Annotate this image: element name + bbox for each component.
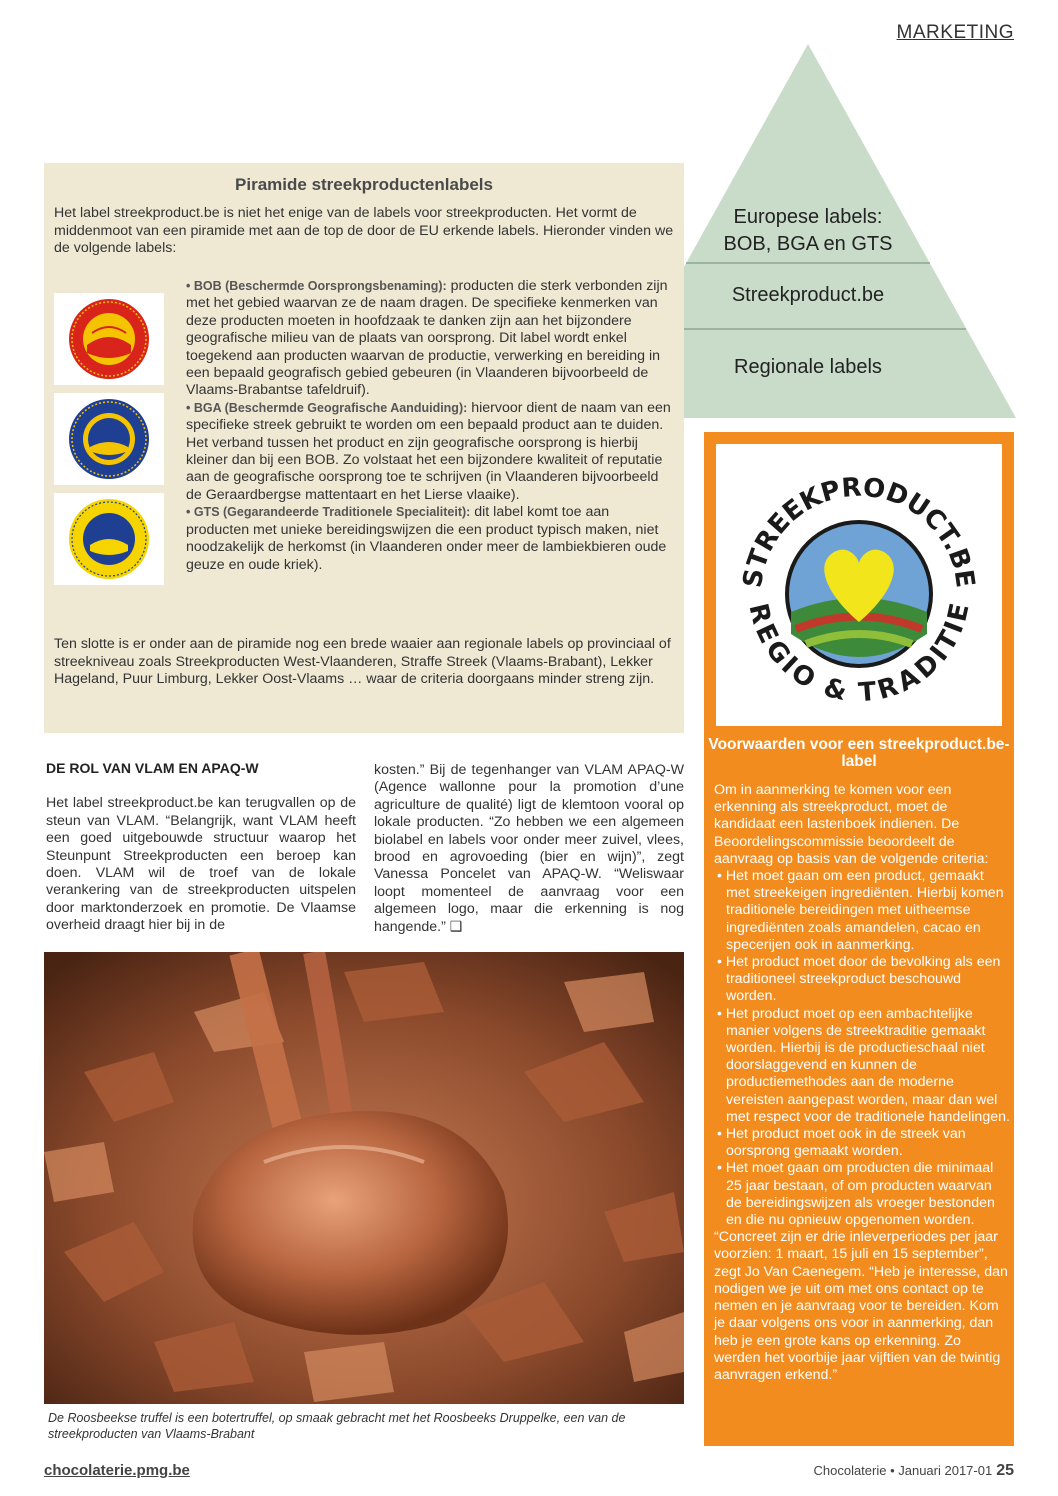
sidebar-title: Voorwaarden voor een streekproduct.be-label — [708, 736, 1010, 770]
list-item: • Het product moet door de bevolking als een traditioneel streekproduct beschouwd worden. — [717, 954, 1001, 1005]
list-item: • BOB (Beschermde Oorsprongsbenaming): producten die sterk verbonden zijn met het gebied waarvan ze de naam dragen. De specifieke kenmerken van deze producten moeten in hoofdzaak te danken zijn aan het bijzondere geografische milieu van de plaats van oorsprong. Dit label wordt enkel toegekend aan producten waarvan de productie, verwerking en bereiding in een bepaald geografisch gebied gebeuren (in Vlaanderen bijvoorbeeld de Vlaams-Brabantse tafeldruif). — [186, 278, 668, 399]
sidebar-body — [714, 782, 1010, 1384]
footer-issue — [813, 1462, 1014, 1480]
list-item: • Het moet gaan om producten die minimaal 25 jaar bestaan, of om producten waarvan de bereidingswijzen als vroeger bestonden en die nu opnieuw opgenomen worden. — [717, 1160, 995, 1229]
article-text-2: kosten.” Bij de tegenhanger van VLAM APAQ-W (Agence wallonne pour la promotion d’une agriculture de qualité) ligt de klemtoon vooral op lokale producten. “Zo hebben we een algemeen biolabel en labels voor onder meer zuivel, vlees, brood en agrovoeding (bier en wijn)”, zegt Vanessa Poncelet van APAQ-W. “Weliswaar loopt momenteel de aanvraag voor een algemeen logo, maar die erkenning is nog hangende.” ❑ — [374, 762, 684, 935]
bob-seal-icon — [54, 293, 164, 385]
box-label-list — [186, 278, 674, 574]
issue-label: Chocolaterie • Januari 2017-01 — [813, 1463, 993, 1478]
box-intro: Het label streekproduct.be is niet het enige van de labels voor streekproducten. Het vormt de middenmoot van een piramide met aan de top de door de EU erkende labels. Hieronder vinden we de volgende labels: — [54, 205, 674, 256]
logo-bottom-text: REGIO & TRADITIE — [742, 600, 976, 709]
conditions-sidebar — [704, 432, 1014, 1446]
list-item: • Het product moet op een ambachtelijke manier volgens de streektraditie gemaakt worden. Hierbij is de productieschaal niet doorslaggevend en kunnen de productiemethodes aan de moderne vereisten aangepast worden, maar dan wel met respect voor de traditionele handelingen. — [717, 1005, 1010, 1125]
article-text-1: Het label streekproduct.be kan terugvallen op de steun van VLAM. “Belangrijk, want VLAM heeft een goed uitgebouwde structuur waarop het Steunpunt Streekproducten een beroep kan doen. VLAM wil de troef van de lokale verankering van de streekproducten uitspelen door marktonderzoek en promotie. De Vlaamse overheid draagt hier bij in de — [46, 795, 356, 934]
page-number: 25 — [996, 1462, 1014, 1479]
streekproduct-logo — [716, 444, 1002, 726]
section-label: MARKETING — [896, 22, 1014, 43]
pyramid-info-box — [44, 163, 684, 733]
list-item: • GTS (Gegarandeerde Traditionele Specialiteit): dit label komt toe aan producten met unieke bereidingswijzen die een product typisch maken, niet noodzakelijk de herkomst (in Vlaanderen onder meer de lambiekbieren oude geuze en oude kriek). — [186, 504, 667, 573]
pyramid-middle-label: Streekproduct.be — [731, 284, 885, 306]
bga-seal-icon — [54, 393, 164, 485]
chocolate-truffle-photo — [44, 952, 684, 1404]
list-item: • BGA (Beschermde Geografische Aanduiding): hiervoor dient de naam van een specifieke streek gebruikt te worden om een bepaald product aan te duiden. Het verband tussen het product en zijn geografische oorsprong is hierbij kleiner dan bij een BOB. Zo volstaat het een bijzondere kwaliteit of reputatie aan de geografische oorsprong toe te schrijven (in Vlaanderen bijvoorbeeld de Geraardbergse mattentaart en het Lierse vlaaike). — [186, 399, 671, 503]
sidebar-outro: “Concreet zijn er drie inleverperiodes per jaar voorzien: 1 maart, 15 juli en 15 september”, zegt Jo Van Caenegem. “Heb je interesse, dan nodigen we je uit om met ons contact op te nemen en je aanvraag voor te bereiden. Kom je daar volgens ons voor in aanmerking, dan heb je een grote kans op erkenning. Zo werden het voorbije jaar vijftien van de twintig aanvragen erkend.” — [714, 1229, 1008, 1383]
article-heading: DE ROL VAN VLAM EN APAQ-W — [46, 760, 259, 776]
box-title: Piramide streekproductenlabels — [235, 175, 493, 194]
article-column-1 — [46, 760, 356, 935]
list-item: • Het moet gaan om een product, gemaakt met streekeigen ingrediënten. Hierbij komen traditionele bereidingen met uitheemse ingrediënten zoals amandelen, cacao en specerijen ook in aanmerking. — [717, 868, 1004, 953]
photo-caption: De Roosbeekse truffel is een botertruffel, op smaak gebracht met het Roosbeeks Druppelke, een van de streekproducten van Vlaams-Brabant — [48, 1411, 626, 1441]
logo-top-text: STREEKPRODUCT.BE — [737, 472, 981, 590]
footer-site-link[interactable]: chocolaterie.pmg.be — [44, 1462, 190, 1479]
gts-seal-icon — [54, 493, 164, 585]
pyramid-bottom-label: Regionale labels — [734, 356, 882, 378]
sidebar-intro: Om in aanmerking te komen voor een erkenning als streekproduct, moet de kandidaat een lastenboek indienen. De Beoordelingscommissie beoordeelt de aanvraag op basis van de volgende criteria: — [714, 782, 989, 867]
box-outro: Ten slotte is er onder aan de piramide nog een brede waaier aan regionale labels op provinciaal of streekniveau zoals Streekproducten West-Vlaanderen, Straffe Streek (Vlaams-Brabant), Lekker Hageland, Puur Limburg, Lekker Oost-Vlaams … waar de criteria doorgaans minder streng zijn. — [54, 636, 671, 687]
article-column-2 — [374, 762, 684, 936]
pyramid-top-label: Europese labels: BOB, BGA en GTS — [723, 206, 893, 255]
list-item: • Het product moet ook in de streek van oorsprong gemaakt worden. — [717, 1126, 966, 1160]
